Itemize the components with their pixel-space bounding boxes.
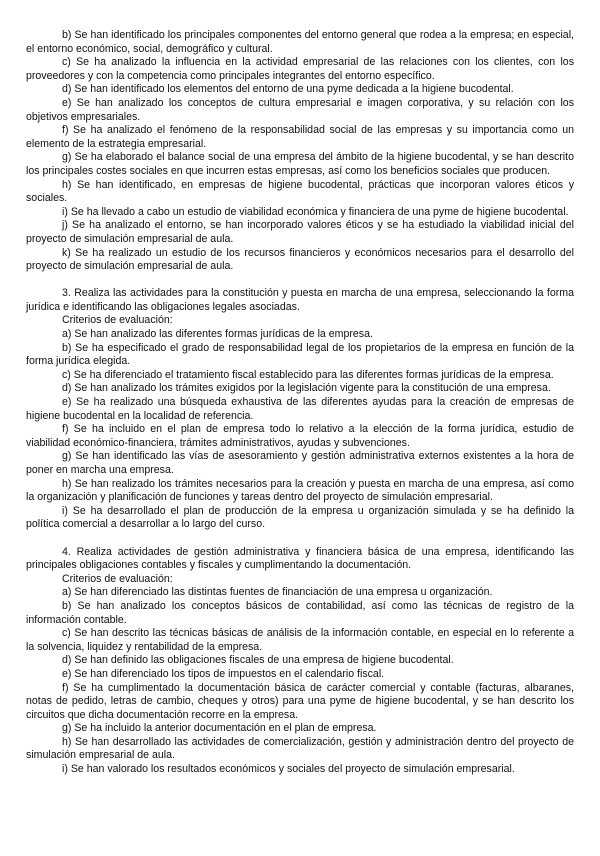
criterion-3c: c) Se ha diferenciado el tratamiento fiscal establecido para las diferentes formas jurídicas de la empresa. <box>62 368 554 381</box>
criterion-3d: d) Se han analizado los trámites exigidos por la legislación vigente para la constitución de una empresa. <box>62 382 551 395</box>
section-3-heading: 3. Realiza las actividades para la constitución y puesta en marcha de una empresa, seleccionando la forma jurídica e identificando las obligaciones legales asociadas. <box>26 287 574 313</box>
section-3-criteria-label: Criterios de evaluación: <box>62 314 173 327</box>
criterion-2b: b) Se han identificado los principales componentes del entorno general que rodea a la empresa; en especial, el entorno económico, social, demográfico y cultural. <box>26 29 574 55</box>
criterion-2g: g) Se ha elaborado el balance social de una empresa del ámbito de la higiene bucodental, y se han descrito los principales costes sociales en que incurren estas empresas, así como los beneficios sociales que producen. <box>26 151 574 177</box>
section-4 <box>26 546 574 777</box>
section-2-criteria <box>26 29 574 274</box>
criterion-2h: h) Se han identificado, en empresas de higiene bucodental, prácticas que incorporan valores éticos y sociales. <box>26 178 574 205</box>
criterion-4h: h) Se han desarrollado las actividades de comercialización, gestión y administración dentro del proyecto de simulación empresarial de aula. <box>26 735 574 762</box>
criterion-2c: c) Se ha analizado la influencia en la actividad empresarial de las relaciones con los clientes, con los proveedores y con la competencia como principales integrantes del entorno específico. <box>26 56 574 82</box>
paragraph-gap <box>26 532 574 546</box>
criterion-3i: i) Se ha desarrollado el plan de producción de la empresa u organización simulada y se ha definido la política comercial a desarrollar a lo largo del curso. <box>26 504 574 531</box>
criterion-4b: b) Se han analizado los conceptos básicos de contabilidad, así como las técnicas de registro de la información contable. <box>26 599 574 626</box>
criterion-2f: f) Se ha analizado el fenómeno de la responsabilidad social de las empresas y su importancia como un elemento de la estrategia empresarial. <box>26 124 574 150</box>
criterion-3a: a) Se han analizado las diferentes formas jurídicas de la empresa. <box>62 328 373 341</box>
criterion-4c: c) Se han descrito las técnicas básicas de análisis de la información contable, en especial en lo referente a la solvencia, liquidez y rentabilidad de la empresa. <box>26 627 574 653</box>
criterion-4e: e) Se han diferenciado los tipos de impuestos en el calendario fiscal. <box>62 667 385 680</box>
criterion-2k: k) Se ha realizado un estudio de los recursos financieros y económicos necesarios para el desarrollo del proyecto de simulación empresarial de aula. <box>26 246 574 273</box>
criterion-3f: f) Se ha incluido en el plan de empresa todo lo relativo a la elección de la forma jurídica, estudio de viabilidad económico-financiera, trámites administrativos, ayudas y subvenciones. <box>26 423 574 449</box>
criterion-4d: d) Se han definido las obligaciones fiscales de una empresa de higiene bucodental. <box>62 654 454 667</box>
criterion-2d: d) Se han identificado los elementos del entorno de una pyme dedicada a la higiene bucodental. <box>62 83 514 96</box>
criterion-4a: a) Se han diferenciado las distintas fuentes de financiación de una empresa u organización. <box>62 586 493 599</box>
criterion-2i: i) Se ha llevado a cabo un estudio de viabilidad económica y financiera de una pyme de higiene bucodental. <box>62 205 569 218</box>
criterion-3e: e) Se ha realizado una búsqueda exhaustiva de las diferentes ayudas para la creación de empresas de higiene bucodental en la localidad de referencia. <box>26 396 574 422</box>
section-4-heading: 4. Realiza actividades de gestión administrativa y financiera básica de una empresa, identificando las principales obligaciones contables y fiscales y cumplimentando la documentación. <box>26 545 574 572</box>
criterion-3g: g) Se han identificado las vías de asesoramiento y gestión administrativa externos existentes a la hora de poner en marcha una empresa. <box>26 450 574 476</box>
criterion-4i: i) Se han valorado los resultados económicos y sociales del proyecto de simulación empresarial. <box>62 763 515 776</box>
section-3 <box>26 287 574 532</box>
criterion-2j: j) Se ha analizado el entorno, se han incorporado valores éticos y se ha estudiado la viabilidad inicial del proyecto de simulación empresarial de aula. <box>26 219 574 245</box>
criterion-3b: b) Se ha especificado el grado de responsabilidad legal de los propietarios de la empresa en función de la forma jurídica elegida. <box>26 341 574 368</box>
criterion-4g: g) Se ha incluido la anterior documentación en el plan de empresa. <box>62 722 377 735</box>
criterion-2e: e) Se han analizado los conceptos de cultura empresarial e imagen corporativa, y su relación con los objetivos empresariales. <box>26 96 574 123</box>
document-page <box>26 29 574 777</box>
paragraph-gap <box>26 274 574 288</box>
section-4-criteria-label: Criterios de evaluación: <box>62 572 173 585</box>
criterion-3h: h) Se han realizado los trámites necesarios para la creación y puesta en marcha de una empresa, así como la organización y planificación de funciones y tareas dentro del proyecto de simulación empresarial. <box>26 477 574 504</box>
criterion-4f: f) Se ha cumplimentado la documentación básica de carácter comercial y contable (facturas, albaranes, notas de pedido, letras de cambio, cheques y otros) para una pyme de higiene bucodental, y se han descrito los circuitos que dicha documentación recorre en la empresa. <box>26 681 574 721</box>
